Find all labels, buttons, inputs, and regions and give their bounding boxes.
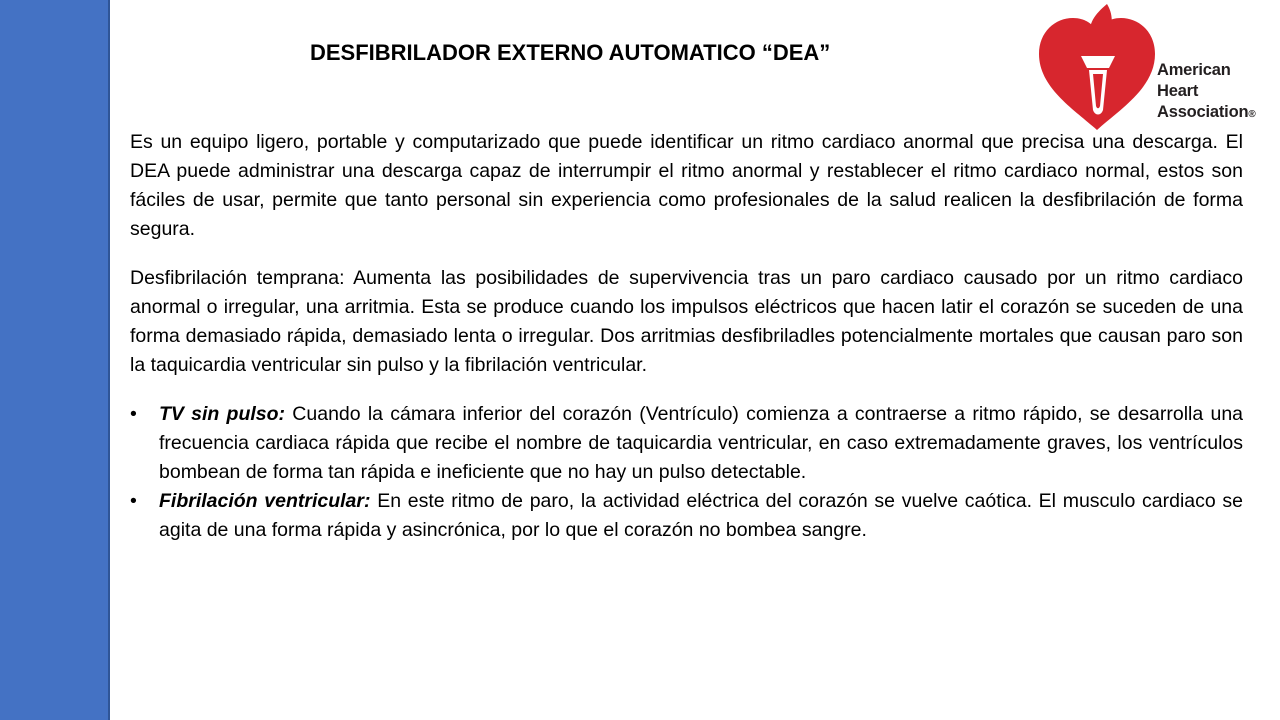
paragraph-definition: Es un equipo ligero, portable y computarizado que puede identificar un ritmo cardiaco anormal que precisa una descarga. El DEA puede administrar una descarga capaz de interrumpir el ritmo anormal y restablecer el ritmo cardiaco normal, estos son fáciles de usar, permite que tanto personal sin experiencia como profesionales de la salud realicen la desfibrilación de forma segura. (130, 131, 1243, 240)
logo-registered-mark: ® (1248, 109, 1256, 120)
aha-heart-torch-icon (1035, 2, 1160, 134)
body-content (130, 128, 1243, 545)
aha-logo (1035, 2, 1275, 134)
aha-wordmark (1157, 60, 1256, 125)
logo-line-2: Heart (1157, 82, 1199, 100)
logo-line-3: Association (1157, 103, 1249, 121)
list-item (130, 487, 1243, 545)
bullet-text: Cuando la cámara inferior del corazón (Ventrículo) comienza a contraerse a ritmo rápido, se desarrolla una frecuencia cardiaca rápida que recibe el nombre de taquicardia ventricular, en caso extremadamente graves, los ventrículos bombean de forma tan rápida e ineficiente que no hay un pulso detectable. (159, 403, 1244, 483)
bullet-text: En este ritmo de paro, la actividad eléctrica del corazón se vuelve caótica. El musculo cardiaco se agita de una forma rápida y asincrónica, por lo que el corazón no bombea sangre. (159, 490, 1244, 541)
sidebar-band (0, 0, 110, 720)
bullet-term: Fibrilación ventricular: (159, 490, 371, 512)
arrhythmia-list (130, 400, 1243, 545)
bullet-marker: • (130, 403, 137, 425)
bullet-marker: • (130, 490, 137, 512)
logo-line-1: American (1157, 61, 1231, 79)
paragraph-early-defibrillation: Desfibrilación temprana: Aumenta las posibilidades de supervivencia tras un paro cardiaco causado por un ritmo cardiaco anormal o irregular, una arritmia. Esta se produce cuando los impulsos eléctricos que hacen latir el corazón se suceden de una forma demasiado rápida, demasiado lenta o irregular. Dos arritmias desfibriladles potencialmente mortales que causan paro son la taquicardia ventricular sin pulso y la fibrilación ventricular. (130, 267, 1243, 376)
bullet-term: TV sin pulso: (159, 403, 286, 425)
list-item (130, 400, 1243, 487)
page-title: DESFIBRILADOR EXTERNO AUTOMATICO “DEA” (310, 40, 831, 65)
